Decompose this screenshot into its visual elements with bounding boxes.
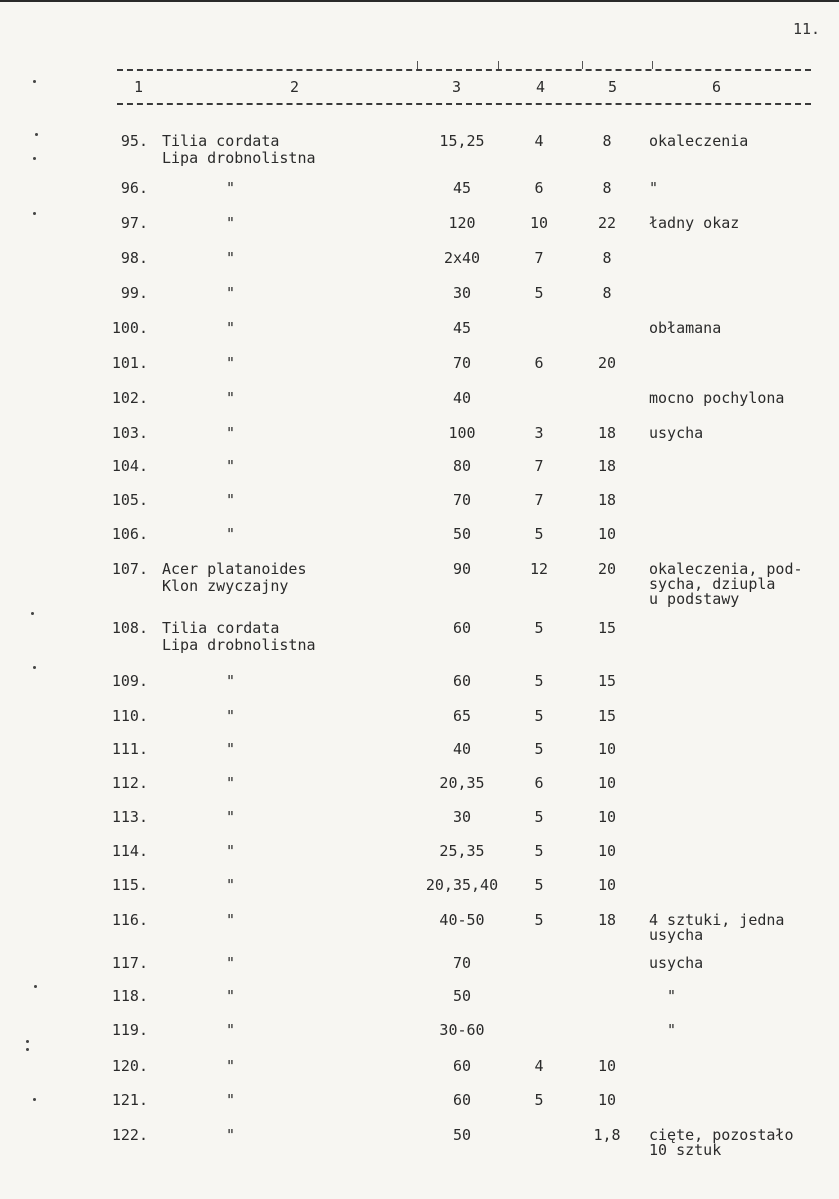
species-ditto-mark: " [226, 876, 236, 894]
value-col-3: 20,35 [439, 774, 485, 792]
remark: usycha [649, 424, 704, 442]
value-col-3: 45 [452, 179, 472, 197]
value-col-3: 60 [452, 1057, 472, 1075]
header-col-4: 4 [536, 78, 546, 96]
value-col-4: 5 [534, 842, 544, 860]
row-number: 99. [120, 284, 148, 302]
value-col-3: 50 [452, 525, 472, 543]
value-col-3: 70 [452, 954, 472, 972]
value-col-3: 40-50 [439, 911, 485, 929]
remark: mocno pochylona [649, 389, 785, 407]
margin-mark [33, 80, 36, 83]
column-tick [417, 61, 418, 69]
value-col-3: 50 [452, 1126, 472, 1144]
species-ditto-mark: " [226, 987, 236, 1005]
row-number: 97. [120, 214, 148, 232]
value-col-5: 18 [597, 424, 617, 442]
remark: " [649, 179, 659, 197]
value-col-5: 18 [597, 491, 617, 509]
value-col-3: 120 [448, 214, 476, 232]
species-ditto-mark: " [226, 842, 236, 860]
page-number: 11. [793, 20, 821, 38]
value-col-3: 50 [452, 987, 472, 1005]
value-col-4: 3 [534, 424, 544, 442]
row-number: 112. [111, 774, 148, 792]
row-number: 96. [120, 179, 148, 197]
value-col-4: 6 [534, 774, 544, 792]
species-ditto-mark: " [226, 954, 236, 972]
value-col-5: 10 [597, 842, 617, 860]
value-col-4: 6 [534, 179, 544, 197]
row-number: 119. [111, 1021, 148, 1039]
value-col-3: 20,35,40 [425, 876, 499, 894]
species-ditto-mark: " [226, 808, 236, 826]
remark: cięte, pozostało [649, 1126, 794, 1144]
remark: ładny okaz [649, 214, 740, 232]
species-ditto-mark: " [226, 1057, 236, 1075]
value-col-5: 15 [597, 619, 617, 637]
row-number: 101. [111, 354, 148, 372]
value-col-5: 10 [597, 1057, 617, 1075]
remark: usycha [649, 926, 704, 944]
remark: okaleczenia [649, 132, 749, 150]
row-number: 108. [111, 619, 148, 637]
margin-mark [35, 133, 38, 136]
value-col-4: 5 [534, 284, 544, 302]
margin-mark [31, 612, 34, 615]
row-number: 100. [111, 319, 148, 337]
species-ditto-mark: " [226, 740, 236, 758]
row-number: 121. [111, 1091, 148, 1109]
value-col-3: 80 [452, 457, 472, 475]
row-number: 114. [111, 842, 148, 860]
species-ditto-mark: " [226, 672, 236, 690]
value-col-5: 18 [597, 457, 617, 475]
value-col-3: 70 [452, 491, 472, 509]
row-number: 120. [111, 1057, 148, 1075]
remark: usycha [649, 954, 704, 972]
species-ditto-mark: " [226, 525, 236, 543]
value-col-3: 60 [452, 672, 472, 690]
value-col-3: 25,35 [439, 842, 485, 860]
value-col-5: 1,8 [593, 1126, 621, 1144]
species-name: Lipa drobnolistna [162, 636, 316, 654]
value-col-5: 18 [597, 911, 617, 929]
species-name: Acer platanoides [162, 560, 307, 578]
value-col-4: 4 [534, 132, 544, 150]
remark: 4 sztuki, jedna [649, 911, 785, 929]
value-col-5: 20 [597, 560, 617, 578]
value-col-3: 70 [452, 354, 472, 372]
row-number: 116. [111, 911, 148, 929]
column-tick [652, 61, 653, 69]
value-col-3: 45 [452, 319, 472, 337]
value-col-4: 5 [534, 525, 544, 543]
species-ditto-mark: " [226, 249, 236, 267]
header-col-1: 1 [134, 78, 144, 96]
value-col-5: 20 [597, 354, 617, 372]
row-number: 98. [120, 249, 148, 267]
value-col-4: 7 [534, 457, 544, 475]
margin-mark [26, 1040, 29, 1043]
value-col-4: 7 [534, 491, 544, 509]
species-ditto-mark: " [226, 424, 236, 442]
value-col-3: 100 [448, 424, 476, 442]
value-col-3: 60 [452, 619, 472, 637]
value-col-3: 15,25 [439, 132, 485, 150]
value-col-4: 5 [534, 619, 544, 637]
species-ditto-mark: " [226, 354, 236, 372]
remark: okaleczenia, pod- [649, 560, 803, 578]
value-col-4: 6 [534, 354, 544, 372]
row-number: 110. [111, 707, 148, 725]
value-col-3: 60 [452, 1091, 472, 1109]
value-col-3: 30-60 [439, 1021, 485, 1039]
species-ditto-mark: " [226, 707, 236, 725]
header-col-2: 2 [290, 78, 300, 96]
species-ditto-mark: " [226, 491, 236, 509]
value-col-4: 4 [534, 1057, 544, 1075]
species-ditto-mark: " [226, 457, 236, 475]
species-ditto-mark: " [226, 319, 236, 337]
value-col-5: 10 [597, 740, 617, 758]
value-col-3: 90 [452, 560, 472, 578]
value-col-4: 5 [534, 808, 544, 826]
value-col-3: 2x40 [443, 249, 481, 267]
species-name: Klon zwyczajny [162, 577, 289, 595]
column-tick [498, 61, 499, 69]
margin-mark [26, 1048, 29, 1051]
value-col-5: 10 [597, 876, 617, 894]
value-col-4: 5 [534, 740, 544, 758]
species-name: Tilia cordata [162, 132, 280, 150]
margin-mark [34, 985, 37, 988]
margin-mark [33, 1098, 36, 1101]
remark: 10 sztuk [649, 1141, 722, 1159]
value-col-5: 8 [602, 249, 612, 267]
row-number: 109. [111, 672, 148, 690]
species-ditto-mark: " [226, 774, 236, 792]
row-number: 95. [120, 132, 148, 150]
value-col-5: 10 [597, 774, 617, 792]
margin-mark [33, 666, 36, 669]
remark: obłamana [649, 319, 722, 337]
remark: u podstawy [649, 590, 740, 608]
row-number: 113. [111, 808, 148, 826]
value-col-3: 30 [452, 284, 472, 302]
row-number: 117. [111, 954, 148, 972]
row-number: 102. [111, 389, 148, 407]
row-number: 106. [111, 525, 148, 543]
row-number: 118. [111, 987, 148, 1005]
species-ditto-mark: " [226, 1021, 236, 1039]
remark: " [649, 987, 677, 1005]
row-number: 103. [111, 424, 148, 442]
header-col-6: 6 [712, 78, 722, 96]
species-ditto-mark: " [226, 389, 236, 407]
value-col-5: 22 [597, 214, 617, 232]
value-col-4: 5 [534, 707, 544, 725]
value-col-5: 15 [597, 672, 617, 690]
value-col-3: 30 [452, 808, 472, 826]
value-col-4: 7 [534, 249, 544, 267]
row-number: 104. [111, 457, 148, 475]
value-col-5: 8 [602, 284, 612, 302]
species-ditto-mark: " [226, 911, 236, 929]
species-name: Lipa drobnolistna [162, 149, 316, 167]
species-ditto-mark: " [226, 1091, 236, 1109]
value-col-4: 5 [534, 672, 544, 690]
species-name: Tilia cordata [162, 619, 280, 637]
row-number: 111. [111, 740, 148, 758]
row-number: 115. [111, 876, 148, 894]
species-ditto-mark: " [226, 284, 236, 302]
header-col-5: 5 [608, 78, 618, 96]
value-col-5: 10 [597, 525, 617, 543]
scan-top-edge [0, 0, 839, 2]
value-col-4: 5 [534, 876, 544, 894]
header-col-3: 3 [452, 78, 462, 96]
remark: sycha, dziupla [649, 575, 776, 593]
margin-mark [33, 157, 36, 160]
header-bottom-rule [117, 103, 811, 105]
value-col-4: 5 [534, 911, 544, 929]
value-col-5: 10 [597, 808, 617, 826]
value-col-5: 15 [597, 707, 617, 725]
species-ditto-mark: " [226, 214, 236, 232]
column-tick [582, 61, 583, 69]
value-col-5: 8 [602, 132, 612, 150]
row-number: 107. [111, 560, 148, 578]
row-number: 122. [111, 1126, 148, 1144]
value-col-5: 8 [602, 179, 612, 197]
value-col-3: 40 [452, 740, 472, 758]
value-col-3: 40 [452, 389, 472, 407]
margin-mark [33, 212, 36, 215]
row-number: 105. [111, 491, 148, 509]
value-col-4: 10 [529, 214, 549, 232]
value-col-5: 10 [597, 1091, 617, 1109]
species-ditto-mark: " [226, 1126, 236, 1144]
header-top-rule [117, 69, 811, 71]
value-col-4: 5 [534, 1091, 544, 1109]
value-col-4: 12 [529, 560, 549, 578]
remark: " [649, 1021, 677, 1039]
value-col-3: 65 [452, 707, 472, 725]
species-ditto-mark: " [226, 179, 236, 197]
